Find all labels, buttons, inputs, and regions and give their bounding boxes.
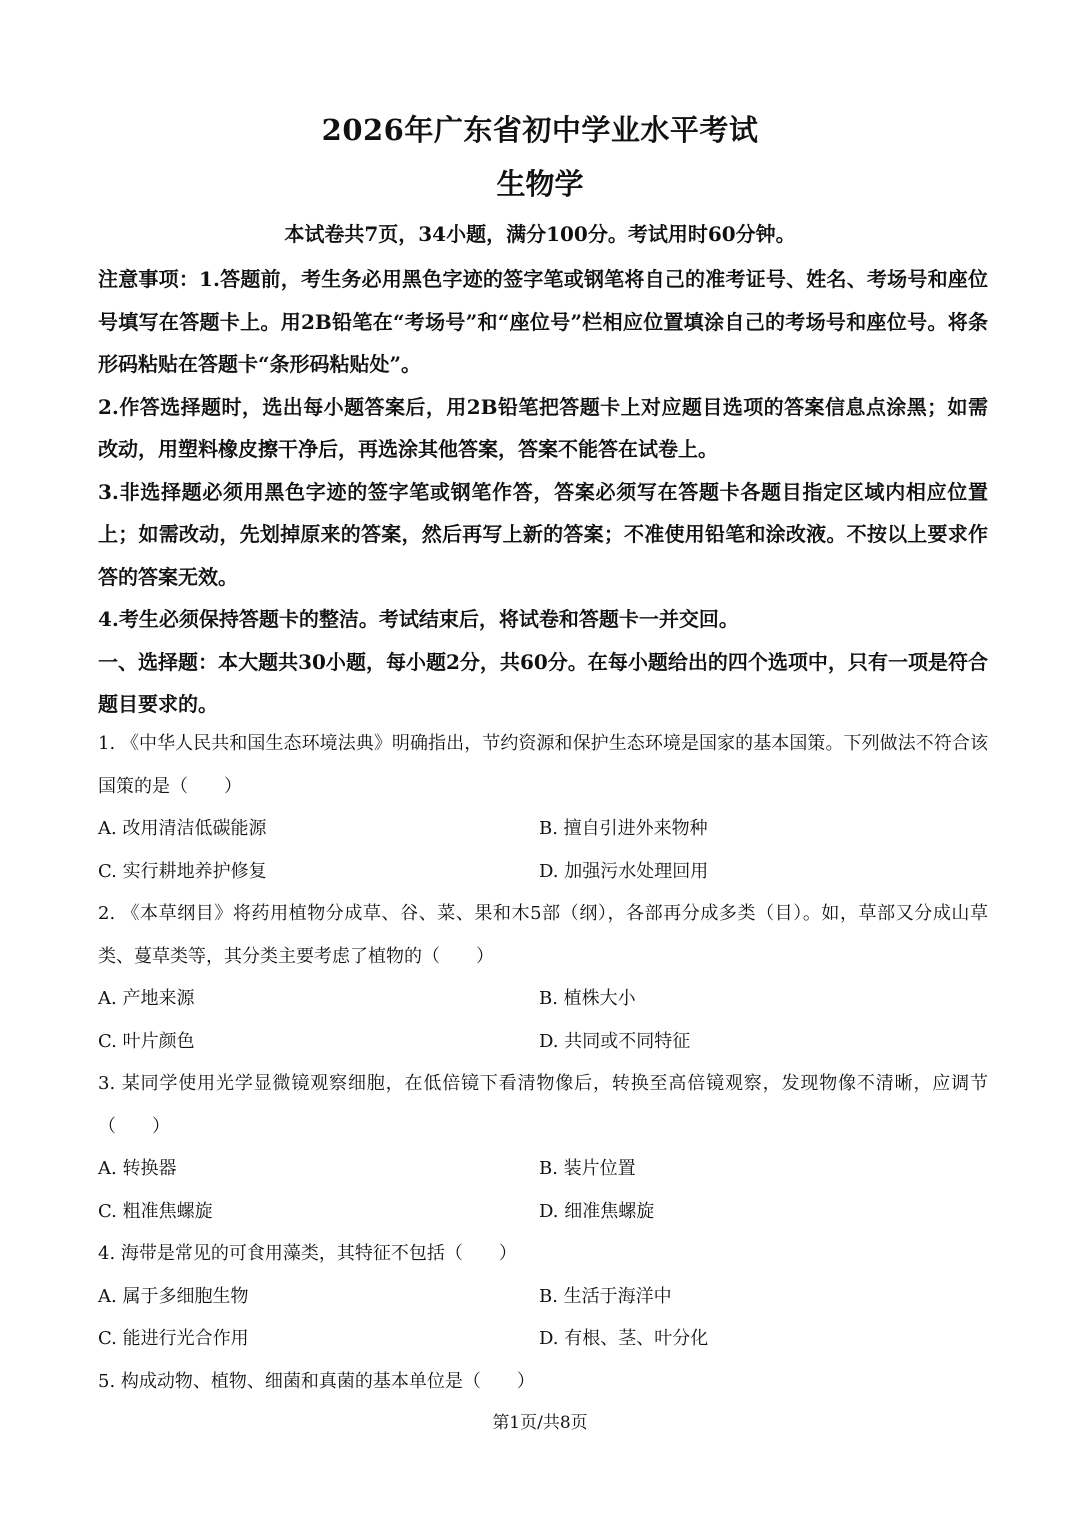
question-2 (98, 893, 988, 1063)
exam-title: 2026年广东省初中学业水平考试 (321, 113, 759, 147)
option-d: D. 细准焦螺旋 (539, 1200, 655, 1222)
question-stem: 3. 某同学使用光学显微镜观察细胞，在低倍镜下看清物像后，转换至高倍镜观察，发现物像不清晰，应调节（ ） (98, 1073, 988, 1137)
question-stem: 2. 《本草纲目》将药用植物分成草、谷、菜、果和木5部（纲），各部再分成多类（目）。如，草部又分成山草类、蔓草类等，其分类主要考虑了植物的（ ） (98, 903, 988, 967)
option-d: D. 加强污水处理回用 (539, 860, 709, 882)
option-b: B. 擅自引进外来物种 (539, 818, 708, 839)
page-footer: 第1页/共8页 (492, 1413, 588, 1433)
option-a: A. 改用清洁低碳能源 (98, 818, 267, 839)
section-heading: 一、选择题：本大题共30小题，每小题2分，共60分。在每小题给出的四个选项中，只有一项是符合题目要求的。 (98, 649, 988, 716)
option-a: A. 属于多细胞生物 (98, 1285, 249, 1307)
option-b: B. 植株大小 (539, 988, 636, 1009)
option-list (98, 808, 988, 893)
question-stem: 4. 海带是常见的可食用藻类，其特征不包括（ ） (98, 1243, 517, 1264)
option-c: C. 粗准焦螺旋 (98, 1200, 213, 1222)
instruction-paragraph: 4.考生必须保持答题卡的整洁。考试结束后，将试卷和答题卡一并交回。 (98, 607, 739, 631)
question-3 (98, 1063, 988, 1233)
option-a: A. 转换器 (98, 1158, 177, 1179)
instruction-paragraph: 3.非选择题必须用黑色字迹的签字笔或钢笔作答，答案必须写在答题卡各题目指定区域内相应位置上；如需改动，先划掉原来的答案，然后再写上新的答案；不准使用铅笔和涂改液。不按以上要求作答的答案无效。 (98, 479, 988, 589)
question-list (98, 723, 988, 1403)
option-list (98, 1276, 988, 1361)
question-stem: 1. 《中华人民共和国生态环境法典》明确指出，节约资源和保护生态环境是国家的基本国策。下列做法不符合该国策的是（ ） (98, 733, 988, 797)
option-c: C. 叶片颜色 (98, 1030, 195, 1052)
option-d: D. 共同或不同特征 (539, 1030, 691, 1052)
question-4 (98, 1233, 988, 1361)
question-5 (98, 1361, 988, 1404)
instruction-paragraph: 注意事项：1.答题前，考生务必用黑色字迹的签字笔或钢笔将自己的准考证号、姓名、考场号和座位号填写在答题卡上。用2B铅笔在“考场号”和“座位号”栏相应位置填涂自己的考场号和座位号。将条形码粘贴在答题卡“条形码粘贴处”。 (98, 267, 988, 376)
option-list (98, 978, 988, 1063)
question-1 (98, 723, 988, 893)
instructions (98, 258, 988, 726)
option-list (98, 1148, 988, 1233)
exam-subject: 生物学 (496, 167, 584, 201)
option-c: C. 实行耕地养护修复 (98, 860, 267, 882)
option-b: B. 生活于海洋中 (539, 1285, 672, 1307)
option-a: A. 产地来源 (98, 988, 195, 1009)
option-d: D. 有根、茎、叶分化 (539, 1328, 709, 1349)
question-stem: 5. 构成动物、植物、细菌和真菌的基本单位是（ ） (98, 1370, 535, 1392)
option-c: C. 能进行光合作用 (98, 1328, 249, 1349)
instruction-paragraph: 2.作答选择题时，选出每小题答案后，用2B铅笔把答题卡上对应题目选项的答案信息点涂黑；如需改动，用塑料橡皮擦干净后，再选涂其他答案，答案不能答在试卷上。 (98, 394, 988, 461)
option-b: B. 装片位置 (539, 1158, 636, 1179)
exam-info: 本试卷共7页，34小题，满分100分。考试用时60分钟。 (284, 222, 796, 246)
